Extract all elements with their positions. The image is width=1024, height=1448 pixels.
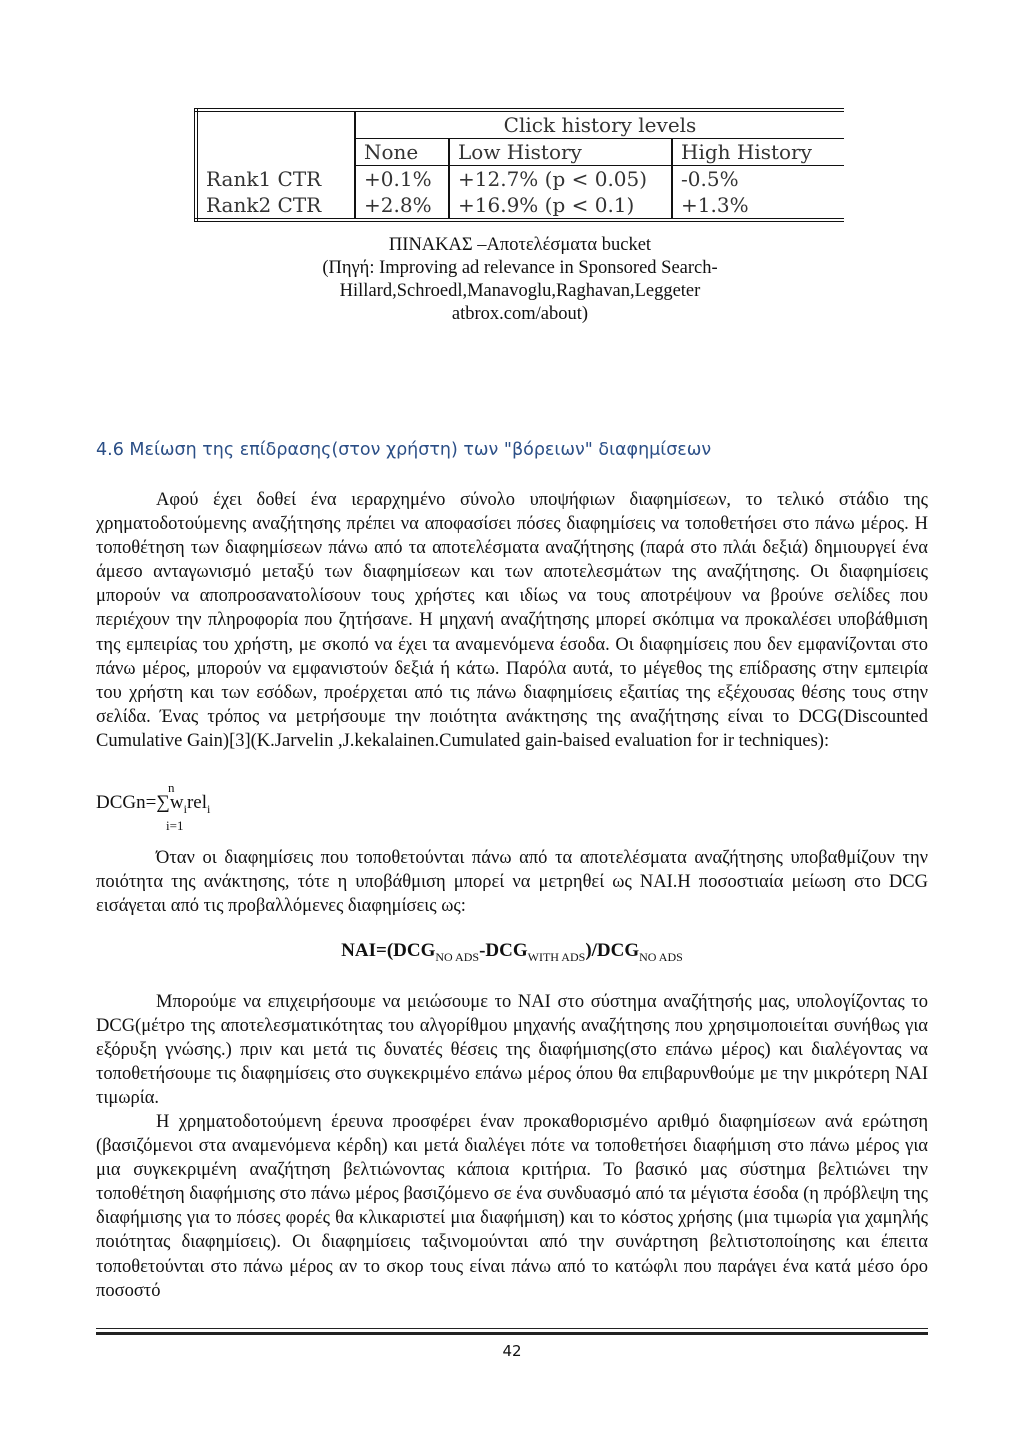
table-row bbox=[196, 166, 844, 193]
paragraph-text: Όταν οι διαφημίσεις που τοποθετούνται πάνω από τα αποτελέσματα αναζήτησης υποβαθμίζουν την ποιότητα της ανάκτησης, τότε η υποβάθμιση μπορεί να μετρηθεί ως NAI.Η ποσοστιαία μείωση στο DCG εισάγεται από τις προβαλλόμενες διαφημίσεις ως: bbox=[96, 848, 928, 917]
page-number: 42 bbox=[502, 1342, 522, 1360]
footer-divider bbox=[96, 1328, 928, 1329]
body-paragraph bbox=[96, 488, 928, 753]
results-table-container bbox=[194, 108, 844, 222]
formula-subscript: i bbox=[207, 801, 211, 816]
group-header: Click history levels bbox=[355, 110, 844, 139]
click-history-table bbox=[194, 108, 844, 222]
table-cell: -0.5% bbox=[672, 166, 844, 193]
table-row bbox=[196, 192, 844, 220]
body-paragraph bbox=[96, 1110, 928, 1303]
formula-main: DCGn=∑w bbox=[96, 792, 184, 813]
table-caption bbox=[250, 234, 790, 326]
body-paragraph bbox=[96, 846, 928, 918]
row-label: Rank1 CTR bbox=[206, 166, 322, 191]
column-header: High History bbox=[672, 139, 844, 166]
formula-rel: rel bbox=[186, 792, 207, 813]
dcg-formula bbox=[96, 792, 210, 817]
caption-line: Hillard,Schroedl,Manavoglu,Raghavan,Leggeter bbox=[339, 281, 701, 301]
footer-divider bbox=[96, 1332, 928, 1335]
formula-upper-limit: n bbox=[168, 780, 175, 795]
formula-subscript: i bbox=[183, 801, 187, 816]
nai-formula bbox=[0, 940, 1024, 965]
table-cell: +0.1% bbox=[355, 166, 449, 193]
caption-line: atbrox.com/about) bbox=[451, 304, 589, 324]
table-subheader-row bbox=[196, 139, 844, 166]
nai-subscript: WITH ADS bbox=[527, 949, 586, 964]
formula-lower-limit: i=1 bbox=[166, 818, 184, 833]
nai-subscript: NO ADS bbox=[639, 949, 683, 964]
column-header: Low History bbox=[449, 139, 672, 166]
table-header-row bbox=[196, 110, 844, 139]
section-heading: 4.6 Μείωση της επίδρασης(στον χρήστη) των "βόρειων" διαφημίσεων bbox=[96, 440, 712, 460]
nai-subscript: NO ADS bbox=[435, 949, 480, 964]
caption-line: (Πηγή: Improving ad relevance in Sponsored Search- bbox=[322, 258, 718, 278]
caption-line: ΠΙΝΑΚΑΣ –Αποτελέσματα bucket bbox=[388, 235, 652, 255]
nai-part: NAI=(DCG bbox=[341, 940, 436, 961]
table-cell: +1.3% bbox=[672, 192, 844, 220]
table-cell: +2.8% bbox=[355, 192, 449, 220]
nai-part: )/DCG bbox=[585, 940, 640, 961]
table-cell: +12.7% (p < 0.05) bbox=[449, 166, 672, 193]
row-label: Rank2 CTR bbox=[206, 193, 322, 217]
nai-part: -DCG bbox=[479, 940, 528, 961]
table-cell: +16.9% (p < 0.1) bbox=[449, 192, 672, 220]
paragraph-text: Η χρηματοδοτούμενη έρευνα προσφέρει έναν προκαθορισμένο αριθμό διαφημίσεων ανά ερώτηση (βασιζόμενοι στα αναμενόμενα κέρδη) και μετά διαλέγει πότε να τοποθετήσει διαφήμιση στο πάνω μέρος για μια συγκεκριμένη αναζήτηση βελτιώνοντας κάποια κριτήρια. Το βασικό μας σύστημα βελτιώνει την τοποθέτηση διαφήμισης στο πάνω μέρος βασιζόμενο σε ένα συνδυασμό από τα μέγιστα έσοδα (η πρόβλεψη της διαφήμισης για το πόσες φορές θα κλικαριστεί μια διαφήμιση) και το κόστος χρήσης (μια τιμωρία για χαμηλής ποιότητας διαφημίσεις). Οι διαφημίσεις ταξινομούνται από την συνάρτηση βελτιστοποίησης και έπειτα τοποθετούνται στο πάνω μέρος αν το σκορ τους είναι πάνω από το κατώφλι που παράγει ένα κατά μέσο όρο ποσοστό bbox=[96, 1112, 928, 1301]
body-paragraph bbox=[96, 990, 928, 1110]
paragraph-text: Αφού έχει δοθεί ένα ιεραρχημένο σύνολο υποψήφιων διαφημίσεων, το τελικό στάδιο της χρηματοδοτούμενης αναζήτησης πρέπει να αποφασίσει πόσες διαφημίσεις να τοποθετήσει στο πάνω μέρος. Η τοποθέτηση των διαφημίσεων πάνω από τα αποτελέσματα αναζήτησης (παρά στο πλάι δεξιά) δημιουργεί ένα άμεσο ανταγωνισμό μεταξύ των διαφημίσεων και των αποτελεσμάτων της αναζήτησης. Οι διαφημίσεις μπορούν να αποπροσανατολίσουν τους χρήστες και ιδίως να τους αποτρέψουν να βρούνε σελίδες που περιέχουν την πληροφορία που ζητήσανε. Η μηχανή αναζήτησης μπορεί σκόπιμα να προκαλέσει υποβάθμιση της εμπειρίας του χρήστη, με σκοπό να έχει τα αναμενόμενα έσοδα. Οι διαφημίσεις που δεν εμφανίζονται στο πάνω μέρος, μπορούν να εμφανιστούν δεξιά ή κάτω. Παρόλα αυτά, το μέγεθος της επίδρασης στην εμπειρία του χρήστη και των εσόδων, προέρχεται από τις πάνω διαφημίσεις εξαιτίας της εξέχουσας θέσης τους στην σελίδα. Ένας τρόπος να μετρήσουμε την ποιότητα ανάκτησης της αναζήτησης είναι το DCG(Discounted Cumulative Gain)[3](K.Jarvelin ,J.kekalainen.Cumulated gain-baised evaluation for ir techniques): bbox=[96, 490, 928, 751]
column-header: None bbox=[355, 139, 449, 166]
paragraph-text: Μπορούμε να επιχειρήσουμε να μειώσουμε το NAI στο σύστημα αναζήτησής μας, υπολογίζοντας το DCG(μέτρο της αποτελεσματικότητας του αλγορίθμου μηχανής αναζήτησης που χρησιμοποιείται συνήθως για εξόρυξη γνώσης.) πριν και μετά τις δυνατές θέσεις της διαφήμισης(στο επάνω μέρος) και διαλέγοντας να τοποθετήσουμε τις διαφημίσεις στο συγκεκριμένο επάνω μέρος όπου θα επιβαρυνθούμε με την μικρότερη NAI τιμωρία. bbox=[96, 992, 928, 1109]
